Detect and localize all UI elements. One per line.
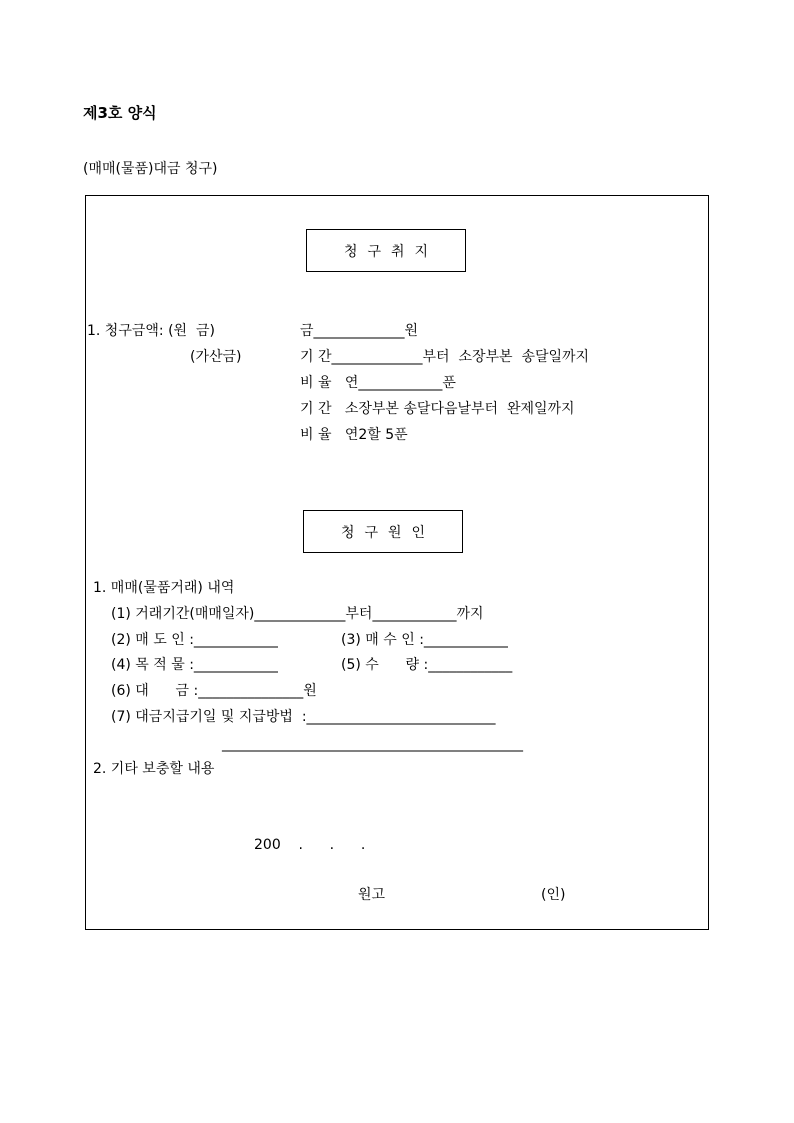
claim-amount-label: 1. 청구금액: (원 금)	[87, 323, 215, 339]
payment-terms-field: (7) 대금지급기일 및 지급방법 :___________________________	[111, 709, 496, 725]
object-field: (4) 목 적 물 :____________	[111, 657, 278, 673]
seller-field: (2) 매 도 인 :____________	[111, 632, 278, 648]
claim-purpose-heading-box	[306, 229, 466, 272]
principal-amount-field: 금_____________원	[300, 323, 419, 339]
plaintiff-label: 원고	[358, 887, 386, 903]
trade-details-label: 1. 매매(물품거래) 내역	[93, 580, 235, 596]
payment-terms-continuation: ___________________________________________	[222, 736, 523, 752]
date-line: 200 . . .	[254, 837, 366, 853]
claim-purpose-heading: 청구취지	[343, 243, 439, 260]
interest-period-1: 기 간_____________부터 소장부본 송달일까지	[300, 349, 590, 365]
claim-cause-heading-box	[303, 510, 463, 553]
form-number: 제3호 양식	[83, 104, 157, 122]
other-details-label: 2. 기타 보충할 내용	[93, 761, 215, 777]
trade-period-field: (1) 거래기간(매매일자)_____________부터____________까지	[111, 606, 484, 622]
interest-period-2: 기 간 소장부본 송달다음날부터 완제일까지	[300, 401, 575, 417]
interest-rate-2: 비 율 연2할 5푼	[300, 427, 408, 443]
interest-rate-1: 비 율 연____________푼	[300, 375, 456, 391]
price-field: (6) 대 금 :_______________원	[111, 683, 317, 699]
buyer-field: (3) 매 수 인 :____________	[341, 632, 508, 648]
seal-mark: (인)	[541, 887, 566, 903]
interest-label: (가산금)	[190, 349, 242, 365]
quantity-field: (5) 수 량 :____________	[341, 657, 513, 673]
form-frame	[85, 195, 709, 930]
claim-cause-heading: 청구원인	[340, 524, 436, 541]
form-subtitle: (매매(물품)대금 청구)	[83, 161, 218, 177]
